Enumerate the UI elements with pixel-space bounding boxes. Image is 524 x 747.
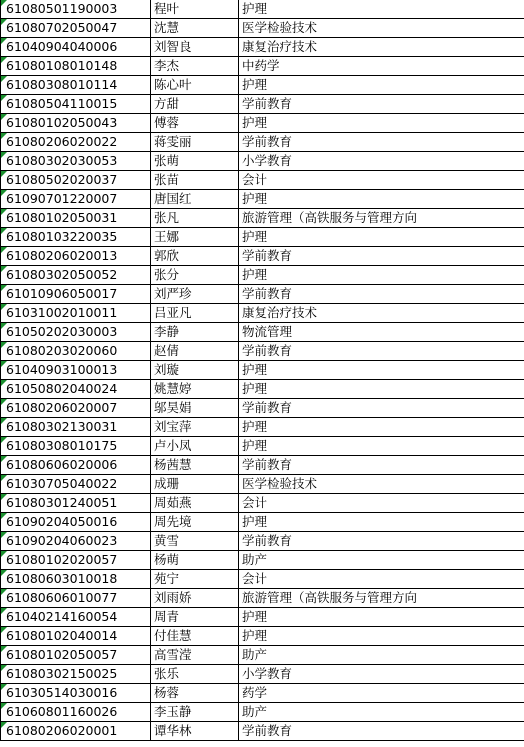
- number-stored-as-text-marker-icon: [1, 342, 7, 348]
- number-stored-as-text-marker-icon: [1, 57, 7, 63]
- table-row: [1, 627, 524, 646]
- major-cell[interactable]: 康复治疗技术: [239, 38, 524, 57]
- major-cell[interactable]: 学前教育: [239, 133, 524, 152]
- name-cell[interactable]: 张苗: [151, 171, 239, 190]
- student-id-cell[interactable]: [1, 209, 151, 228]
- student-id-cell[interactable]: [1, 570, 151, 589]
- table-row: [1, 304, 524, 323]
- student-id-cell[interactable]: [1, 228, 151, 247]
- name-cell[interactable]: 吕亚凡: [151, 304, 239, 323]
- major-cell[interactable]: 助产: [239, 703, 524, 722]
- student-id-text: 61090701220007: [6, 191, 118, 206]
- student-id-cell[interactable]: [1, 437, 151, 456]
- major-cell[interactable]: 康复治疗技术: [239, 304, 524, 323]
- name-cell[interactable]: 卢小凤: [151, 437, 239, 456]
- major-cell[interactable]: 助产: [239, 551, 524, 570]
- table-row: [1, 266, 524, 285]
- name-cell[interactable]: 张凡: [151, 209, 239, 228]
- name-cell[interactable]: 刘璇: [151, 361, 239, 380]
- major-cell[interactable]: 学前教育: [239, 95, 524, 114]
- number-stored-as-text-marker-icon: [1, 171, 7, 177]
- student-id-text: 61080308010175: [6, 438, 118, 453]
- table-row: [1, 646, 524, 665]
- name-cell[interactable]: 刘智良: [151, 38, 239, 57]
- student-id-cell[interactable]: [1, 361, 151, 380]
- number-stored-as-text-marker-icon: [1, 0, 7, 6]
- name-cell[interactable]: 苑宁: [151, 570, 239, 589]
- table-row: [1, 133, 524, 152]
- table-row: [1, 589, 524, 608]
- student-id-text: 61040904040006: [6, 39, 118, 54]
- table-row: [1, 171, 524, 190]
- major-cell[interactable]: 药学: [239, 684, 524, 703]
- table-row: [1, 361, 524, 380]
- student-id-cell[interactable]: [1, 513, 151, 532]
- student-id-text: 61080102050031: [6, 210, 118, 225]
- number-stored-as-text-marker-icon: [1, 247, 7, 253]
- name-cell[interactable]: 付佳慧: [151, 627, 239, 646]
- student-id-cell[interactable]: [1, 0, 151, 19]
- major-cell[interactable]: 医学检验技术: [239, 475, 524, 494]
- table-row: [1, 418, 524, 437]
- number-stored-as-text-marker-icon: [1, 475, 7, 481]
- name-cell[interactable]: 陈心叶: [151, 76, 239, 95]
- table-row: [1, 190, 524, 209]
- student-id-text: 61080203020060: [6, 343, 118, 358]
- student-id-cell[interactable]: [1, 342, 151, 361]
- student-id-cell[interactable]: [1, 551, 151, 570]
- table-row: [1, 152, 524, 171]
- student-id-cell[interactable]: [1, 532, 151, 551]
- name-cell[interactable]: 郭欣: [151, 247, 239, 266]
- name-cell[interactable]: 刘雨娇: [151, 589, 239, 608]
- number-stored-as-text-marker-icon: [1, 551, 7, 557]
- major-cell[interactable]: 学前教育: [239, 399, 524, 418]
- student-id-cell[interactable]: [1, 627, 151, 646]
- major-cell[interactable]: 护理: [239, 361, 524, 380]
- name-cell[interactable]: 赵倩: [151, 342, 239, 361]
- table-row: [1, 0, 524, 19]
- name-cell[interactable]: 杨茜慧: [151, 456, 239, 475]
- table-row: [1, 76, 524, 95]
- student-id-cell[interactable]: [1, 152, 151, 171]
- major-cell[interactable]: 护理: [239, 190, 524, 209]
- name-cell[interactable]: 谭华林: [151, 722, 239, 741]
- major-cell[interactable]: 小学教育: [239, 152, 524, 171]
- student-id-cell[interactable]: [1, 703, 151, 722]
- student-id-cell[interactable]: [1, 171, 151, 190]
- student-id-text: 61080206020007: [6, 400, 118, 415]
- student-id-cell[interactable]: [1, 285, 151, 304]
- number-stored-as-text-marker-icon: [1, 228, 7, 234]
- number-stored-as-text-marker-icon: [1, 437, 7, 443]
- major-cell[interactable]: 旅游管理（高铁服务与管理方向: [239, 589, 524, 608]
- number-stored-as-text-marker-icon: [1, 380, 7, 386]
- table-row: [1, 114, 524, 133]
- name-cell[interactable]: 王娜: [151, 228, 239, 247]
- student-id-text: 61080308010114: [6, 77, 118, 92]
- major-cell[interactable]: 护理: [239, 228, 524, 247]
- student-id-cell[interactable]: [1, 323, 151, 342]
- student-id-cell[interactable]: [1, 57, 151, 76]
- student-id-text: 61080301240051: [6, 495, 118, 510]
- table-row: [1, 95, 524, 114]
- table-row: [1, 551, 524, 570]
- major-cell[interactable]: 护理: [239, 76, 524, 95]
- number-stored-as-text-marker-icon: [1, 152, 7, 158]
- major-cell[interactable]: 医学检验技术: [239, 19, 524, 38]
- student-id-text: 61080606020006: [6, 457, 118, 472]
- name-cell[interactable]: 刘严珍: [151, 285, 239, 304]
- student-id-text: 61050202030003: [6, 324, 118, 339]
- table-row: [1, 532, 524, 551]
- major-cell[interactable]: 中药学: [239, 57, 524, 76]
- major-cell[interactable]: 护理: [239, 608, 524, 627]
- major-cell[interactable]: 护理: [239, 627, 524, 646]
- table-row: [1, 703, 524, 722]
- student-id-text: 61080206020013: [6, 248, 118, 263]
- name-cell[interactable]: 李静: [151, 323, 239, 342]
- major-cell[interactable]: 护理: [239, 0, 524, 19]
- table-row: [1, 247, 524, 266]
- name-cell[interactable]: 杨蓉: [151, 684, 239, 703]
- student-id-text: 61040903100013: [6, 362, 118, 377]
- name-cell[interactable]: 成珊: [151, 475, 239, 494]
- major-cell[interactable]: 学前教育: [239, 532, 524, 551]
- name-cell[interactable]: 姚慧婷: [151, 380, 239, 399]
- number-stored-as-text-marker-icon: [1, 513, 7, 519]
- number-stored-as-text-marker-icon: [1, 285, 7, 291]
- major-cell[interactable]: 护理: [239, 418, 524, 437]
- student-id-cell[interactable]: [1, 76, 151, 95]
- number-stored-as-text-marker-icon: [1, 589, 7, 595]
- table-row: [1, 570, 524, 589]
- student-id-text: 61030705040022: [6, 476, 118, 491]
- table-row: [1, 494, 524, 513]
- student-id-text: 61040214160054: [6, 609, 118, 624]
- name-cell[interactable]: 张萌: [151, 152, 239, 171]
- number-stored-as-text-marker-icon: [1, 361, 7, 367]
- student-id-cell[interactable]: [1, 665, 151, 684]
- student-id-cell[interactable]: [1, 266, 151, 285]
- table-body: [1, 0, 524, 741]
- student-id-text: 61080102020057: [6, 552, 118, 567]
- major-cell[interactable]: 学前教育: [239, 247, 524, 266]
- student-id-text: 61080102050057: [6, 647, 118, 662]
- student-id-cell[interactable]: [1, 38, 151, 57]
- table-row: [1, 399, 524, 418]
- number-stored-as-text-marker-icon: [1, 494, 7, 500]
- student-id-cell[interactable]: [1, 380, 151, 399]
- student-id-text: 61080502020037: [6, 172, 118, 187]
- student-id-cell[interactable]: [1, 399, 151, 418]
- table-row: [1, 285, 524, 304]
- table-row: [1, 228, 524, 247]
- number-stored-as-text-marker-icon: [1, 304, 7, 310]
- major-cell[interactable]: 护理: [239, 380, 524, 399]
- number-stored-as-text-marker-icon: [1, 323, 7, 329]
- number-stored-as-text-marker-icon: [1, 38, 7, 44]
- student-id-cell[interactable]: [1, 190, 151, 209]
- student-id-cell[interactable]: [1, 494, 151, 513]
- student-id-text: 61050802040024: [6, 381, 118, 396]
- student-id-text: 61080102050043: [6, 115, 118, 130]
- student-id-cell[interactable]: [1, 589, 151, 608]
- name-cell[interactable]: 周茹燕: [151, 494, 239, 513]
- table-row: [1, 323, 524, 342]
- major-cell[interactable]: 护理: [239, 513, 524, 532]
- student-id-text: 61080302030053: [6, 153, 118, 168]
- student-id-text: 61080103220035: [6, 229, 118, 244]
- student-id-text: 61090204050016: [6, 514, 118, 529]
- major-cell[interactable]: 学前教育: [239, 722, 524, 741]
- name-cell[interactable]: 李玉静: [151, 703, 239, 722]
- number-stored-as-text-marker-icon: [1, 190, 7, 196]
- major-cell[interactable]: 学前教育: [239, 285, 524, 304]
- number-stored-as-text-marker-icon: [1, 570, 7, 576]
- student-id-cell[interactable]: [1, 684, 151, 703]
- student-id-text: 61080702050047: [6, 20, 118, 35]
- major-cell[interactable]: 小学教育: [239, 665, 524, 684]
- student-id-text: 61080302050052: [6, 267, 118, 282]
- student-id-cell[interactable]: [1, 418, 151, 437]
- student-id-cell[interactable]: [1, 475, 151, 494]
- table-row: [1, 19, 524, 38]
- major-cell[interactable]: 助产: [239, 646, 524, 665]
- table-row: [1, 608, 524, 627]
- name-cell[interactable]: 程叶: [151, 0, 239, 19]
- name-cell[interactable]: 杨萌: [151, 551, 239, 570]
- table-row: [1, 209, 524, 228]
- number-stored-as-text-marker-icon: [1, 418, 7, 424]
- table-row: [1, 38, 524, 57]
- table-row: [1, 342, 524, 361]
- major-cell[interactable]: 会计: [239, 494, 524, 513]
- student-id-cell[interactable]: [1, 456, 151, 475]
- major-cell[interactable]: 护理: [239, 437, 524, 456]
- table-row: [1, 684, 524, 703]
- major-cell[interactable]: 会计: [239, 171, 524, 190]
- student-id-cell[interactable]: [1, 247, 151, 266]
- student-id-cell[interactable]: [1, 722, 151, 741]
- table-row: [1, 437, 524, 456]
- name-cell[interactable]: 周先境: [151, 513, 239, 532]
- name-cell[interactable]: 高雪滢: [151, 646, 239, 665]
- number-stored-as-text-marker-icon: [1, 646, 7, 652]
- name-cell[interactable]: 黄雪: [151, 532, 239, 551]
- number-stored-as-text-marker-icon: [1, 703, 7, 709]
- table-row: [1, 57, 524, 76]
- major-cell[interactable]: 会计: [239, 570, 524, 589]
- major-cell[interactable]: 旅游管理（高铁服务与管理方向: [239, 209, 524, 228]
- name-cell[interactable]: 傅蓉: [151, 114, 239, 133]
- student-id-text: 61080603010018: [6, 571, 118, 586]
- number-stored-as-text-marker-icon: [1, 19, 7, 25]
- name-cell[interactable]: 周青: [151, 608, 239, 627]
- table-row: [1, 456, 524, 475]
- table-row: [1, 380, 524, 399]
- name-cell[interactable]: 方甜: [151, 95, 239, 114]
- major-cell[interactable]: 护理: [239, 266, 524, 285]
- number-stored-as-text-marker-icon: [1, 456, 7, 462]
- number-stored-as-text-marker-icon: [1, 266, 7, 272]
- name-cell[interactable]: 唐国红: [151, 190, 239, 209]
- table-row: [1, 665, 524, 684]
- number-stored-as-text-marker-icon: [1, 76, 7, 82]
- number-stored-as-text-marker-icon: [1, 532, 7, 538]
- number-stored-as-text-marker-icon: [1, 209, 7, 215]
- major-cell[interactable]: 学前教育: [239, 342, 524, 361]
- number-stored-as-text-marker-icon: [1, 665, 7, 671]
- student-id-cell[interactable]: [1, 608, 151, 627]
- table-row: [1, 513, 524, 532]
- name-cell[interactable]: 张乐: [151, 665, 239, 684]
- student-id-text: 61080302150025: [6, 666, 118, 681]
- major-cell[interactable]: 护理: [239, 114, 524, 133]
- student-id-text: 61090204060023: [6, 533, 118, 548]
- number-stored-as-text-marker-icon: [1, 722, 7, 728]
- student-id-text: 61080606010077: [6, 590, 118, 605]
- student-id-cell[interactable]: [1, 114, 151, 133]
- student-id-text: 61080501190003: [6, 1, 118, 16]
- name-cell[interactable]: 李杰: [151, 57, 239, 76]
- number-stored-as-text-marker-icon: [1, 133, 7, 139]
- student-id-cell[interactable]: [1, 133, 151, 152]
- student-id-text: 61031002010011: [6, 305, 118, 320]
- student-id-text: 61080102040014: [6, 628, 118, 643]
- student-id-cell[interactable]: [1, 646, 151, 665]
- major-cell[interactable]: 学前教育: [239, 456, 524, 475]
- name-cell[interactable]: 张分: [151, 266, 239, 285]
- student-id-text: 61080206020022: [6, 134, 118, 149]
- student-id-text: 61080302130031: [6, 419, 118, 434]
- number-stored-as-text-marker-icon: [1, 95, 7, 101]
- name-cell[interactable]: 蒋雯丽: [151, 133, 239, 152]
- student-id-text: 61080504110015: [6, 96, 118, 111]
- number-stored-as-text-marker-icon: [1, 114, 7, 120]
- student-id-cell[interactable]: [1, 19, 151, 38]
- name-cell[interactable]: 刘宝萍: [151, 418, 239, 437]
- student-id-text: 61060801160026: [6, 704, 118, 719]
- number-stored-as-text-marker-icon: [1, 399, 7, 405]
- table-row: [1, 475, 524, 494]
- student-id-cell[interactable]: [1, 95, 151, 114]
- major-cell[interactable]: 物流管理: [239, 323, 524, 342]
- student-id-text: 61080108010148: [6, 58, 118, 73]
- table-row: [1, 722, 524, 741]
- number-stored-as-text-marker-icon: [1, 608, 7, 614]
- student-id-text: 61080206020001: [6, 723, 118, 738]
- name-cell[interactable]: 邬昊娟: [151, 399, 239, 418]
- number-stored-as-text-marker-icon: [1, 627, 7, 633]
- student-id-text: 61010906050017: [6, 286, 118, 301]
- number-stored-as-text-marker-icon: [1, 684, 7, 690]
- name-cell[interactable]: 沈慧: [151, 19, 239, 38]
- student-id-text: 61030514030016: [6, 685, 118, 700]
- student-id-cell[interactable]: [1, 304, 151, 323]
